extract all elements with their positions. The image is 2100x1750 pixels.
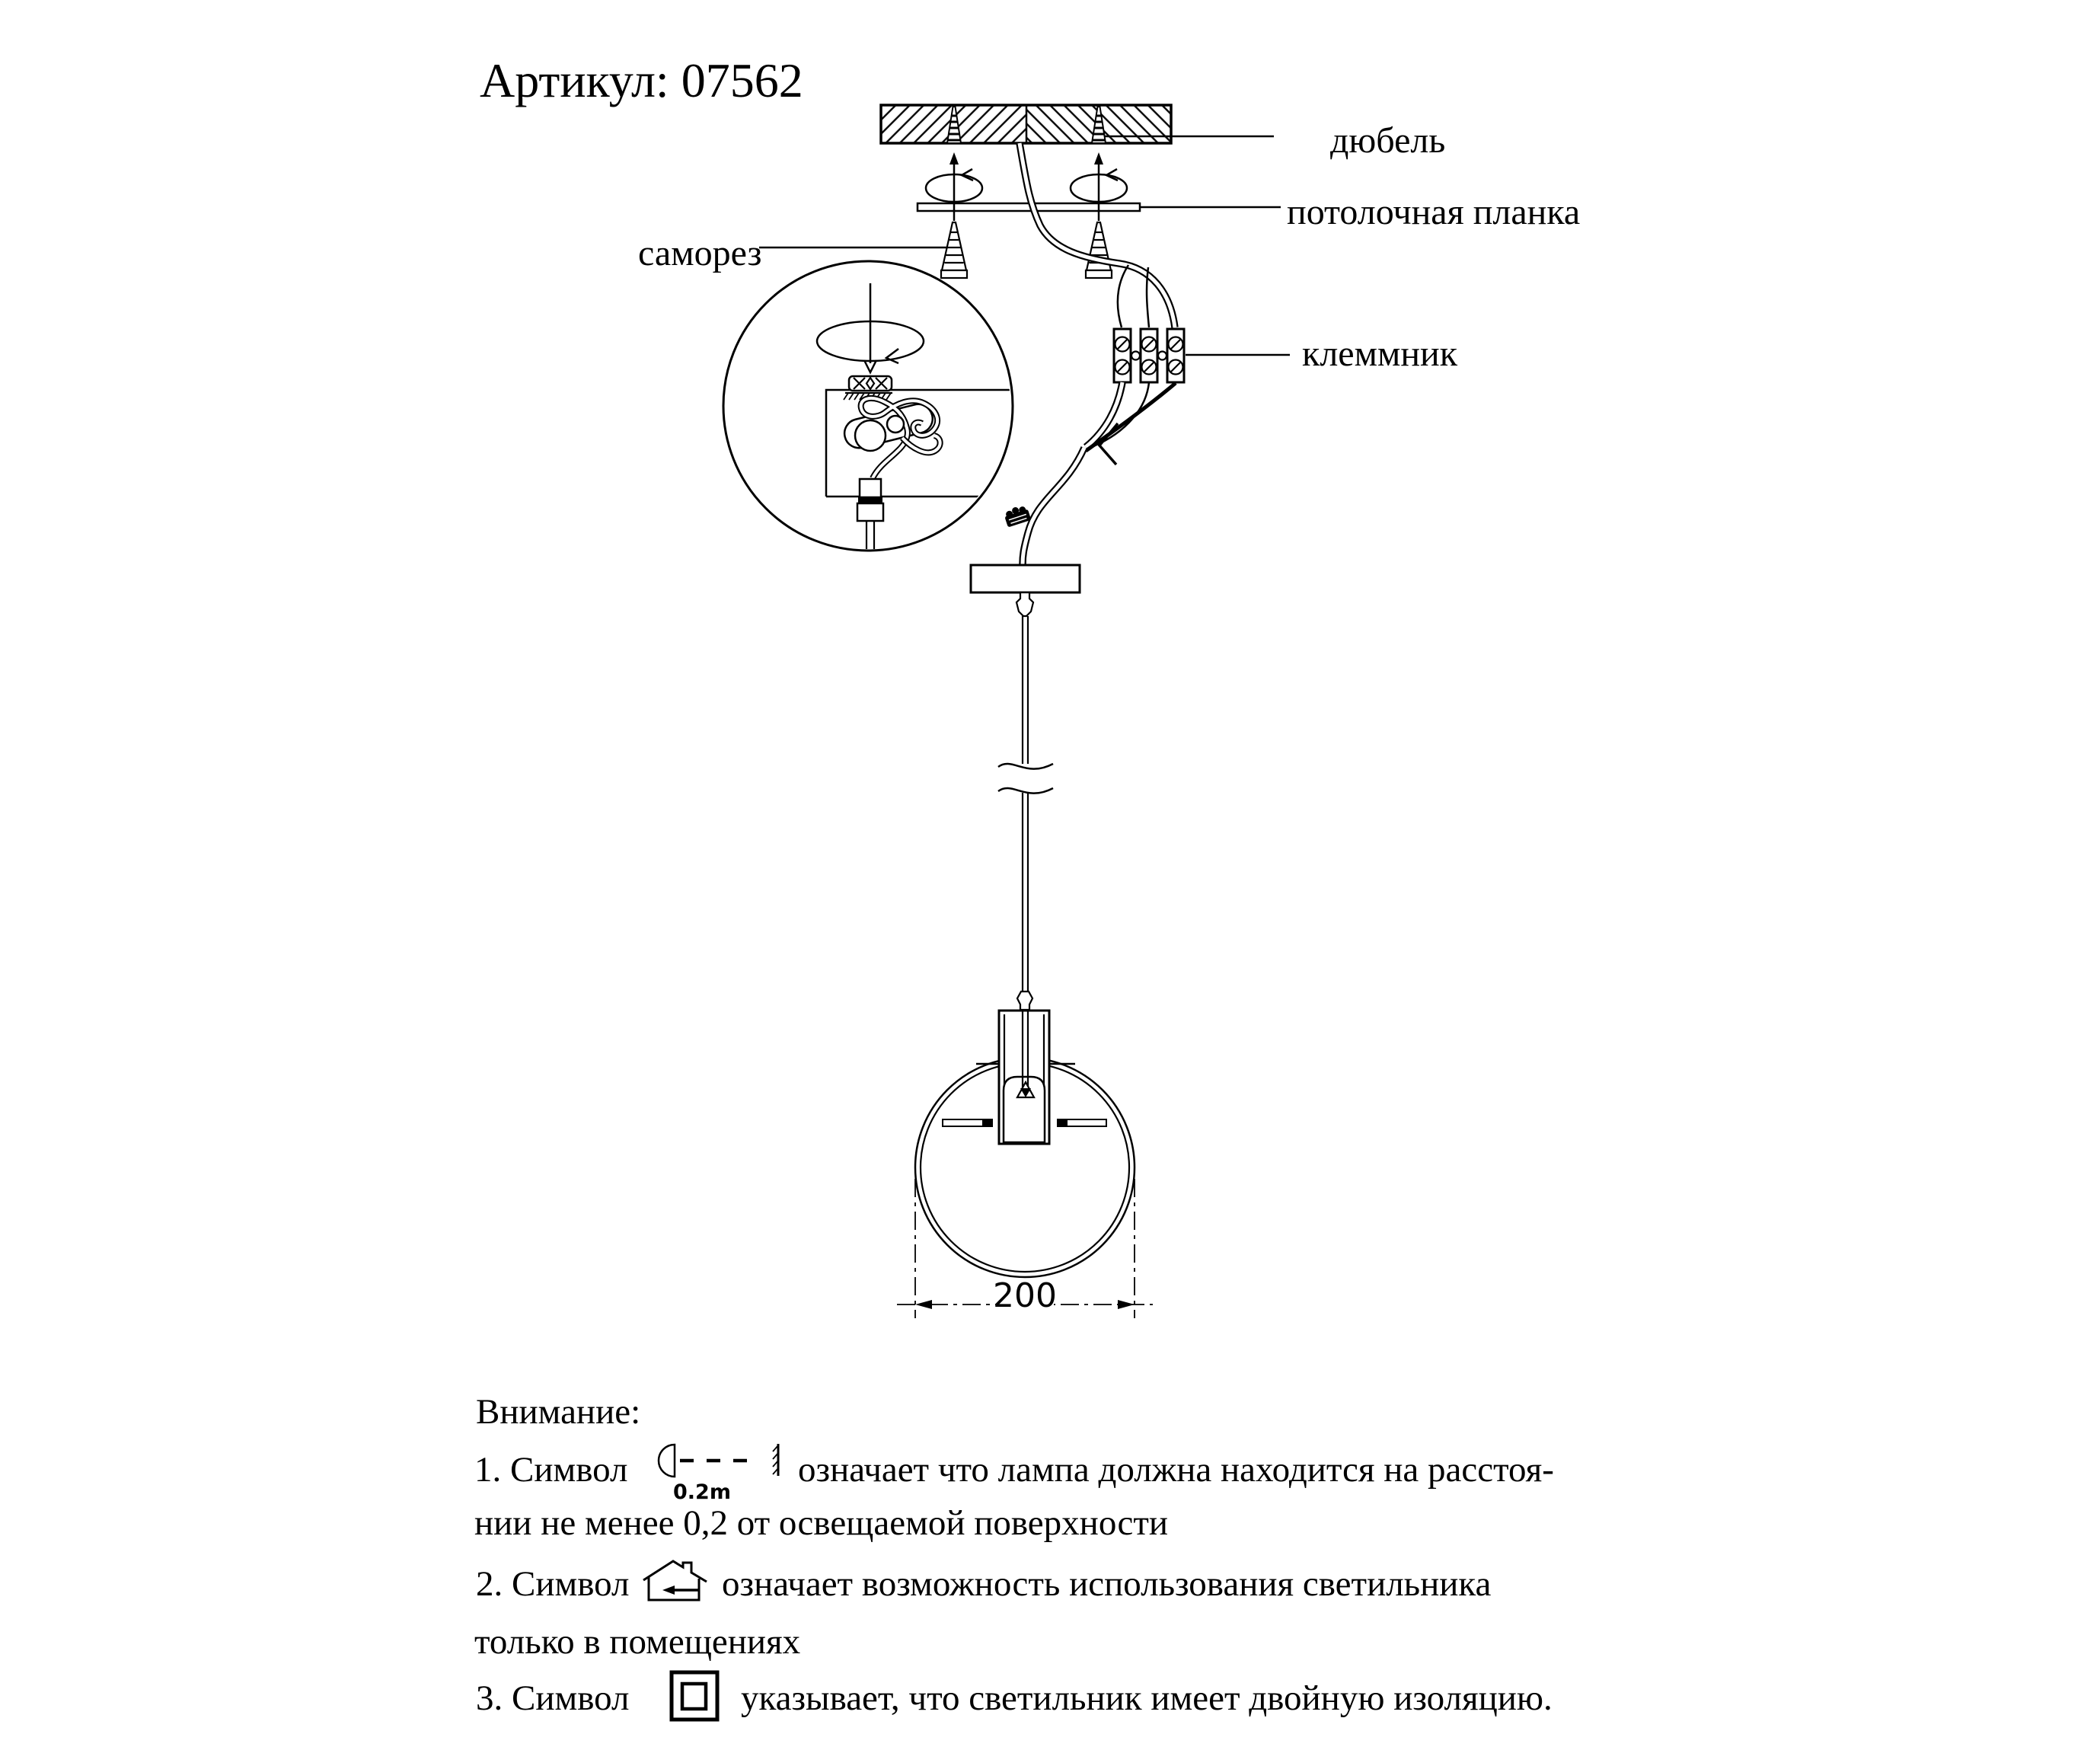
suspension-cord: [998, 616, 1053, 992]
globe-cord-grip: [1017, 992, 1032, 1010]
label-ceiling-plate: потолочная планка: [1287, 192, 1581, 232]
screw-left: [941, 222, 967, 278]
note3-prefix: 3. Символ: [476, 1678, 630, 1718]
note2-continuation: только в помещениях: [474, 1622, 801, 1662]
lock-nut: [849, 376, 892, 391]
pendant-globe: [915, 992, 1135, 1277]
label-terminal-block: клеммник: [1302, 334, 1458, 374]
detail-circle: [723, 261, 1014, 551]
double-insulation-icon: [672, 1672, 717, 1720]
note1-continuation: нии не менее 0,2 от освещаемой поверхности: [474, 1503, 1169, 1543]
cord-grip: [1016, 592, 1033, 616]
lamp-cable: [1023, 382, 1176, 564]
note2-prefix: 2. Символ: [476, 1564, 630, 1604]
label-dowel: дюбель: [1330, 120, 1446, 161]
page-title: Артикул: 07562: [480, 53, 803, 107]
dimension-value: 200: [993, 1276, 1057, 1315]
notes-heading: Внимание:: [476, 1392, 641, 1432]
canopy: [971, 565, 1080, 592]
screw-right: [1086, 222, 1112, 278]
distance-icon: [659, 1444, 778, 1504]
terminal-block: [1114, 329, 1184, 382]
ceiling-section: [881, 105, 1171, 143]
wire-connector: [1003, 503, 1031, 527]
distance-icon-text: 0.2m: [673, 1480, 731, 1504]
note1-prefix: 1. Символ: [474, 1450, 628, 1490]
house-icon: [643, 1561, 707, 1600]
note1-text: означает что лампа должна находится на расстоя-: [798, 1450, 1554, 1490]
dimension: [897, 1179, 1153, 1318]
note3-text: указывает, что светильник имеет двойную изоляцию.: [741, 1678, 1553, 1718]
label-screw: саморез: [638, 233, 762, 273]
note2-text: означает возможность использования светильника: [722, 1564, 1492, 1604]
